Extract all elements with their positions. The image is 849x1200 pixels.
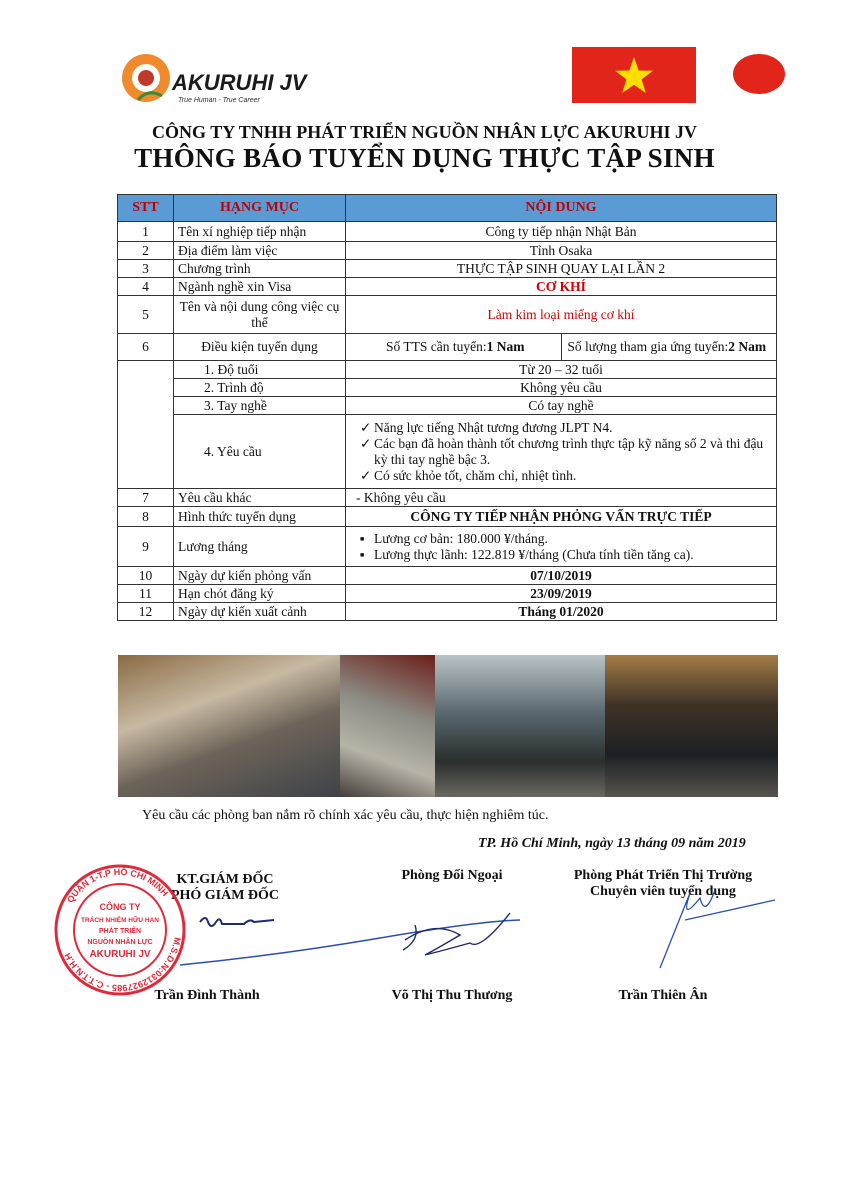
row-item: Lương tháng xyxy=(174,527,346,567)
table-subrow xyxy=(118,379,777,397)
row-content: - Không yêu cầu xyxy=(346,489,777,507)
header-item: HẠNG MỤC xyxy=(174,195,346,222)
salary-item: ■ Lương thực lãnh: 122.819 ¥/tháng (Chưa tính tiền tăng ca). xyxy=(360,547,772,563)
row-no: 10 xyxy=(118,567,174,585)
vietnam-flag-icon xyxy=(572,47,696,103)
table-subrow xyxy=(118,397,777,415)
row-item: Ngành nghề xin Visa xyxy=(174,278,346,296)
row-no: 9 xyxy=(118,527,174,567)
workshop-photo xyxy=(605,655,778,797)
svg-text:NGUỒN NHÂN LỰC: NGUỒN NHÂN LỰC xyxy=(87,939,153,946)
subrow-content: Từ 20 – 32 tuổi xyxy=(346,361,777,379)
company-seal xyxy=(52,862,188,998)
svg-text:QUẬN 1-T.P HỒ CHÍ MINH: QUẬN 1-T.P HỒ CHÍ MINH xyxy=(64,866,171,905)
row-no: 7 xyxy=(118,489,174,507)
requirements-cell xyxy=(346,415,777,489)
row-content: CÔNG TY TIẾP NHẬN PHỎNG VẤN TRỰC TIẾP xyxy=(346,507,777,527)
table-row xyxy=(118,527,777,567)
subrow-item: 4. Yêu cầu xyxy=(174,415,346,489)
signature-title: Chuyên viên tuyển dụng xyxy=(590,884,736,899)
subrow-item: 1. Độ tuổi xyxy=(174,361,346,379)
workshop-photo xyxy=(340,655,435,797)
handwritten-signatures xyxy=(140,880,820,990)
requirement-item: ✓ Năng lực tiếng Nhật tương đương JLPT N4. xyxy=(360,420,772,436)
salary-list xyxy=(350,529,772,565)
instruction-note: Yêu cầu các phòng ban nắm rõ chính xác yêu cầu, thực hiện nghiêm túc. xyxy=(142,808,549,823)
row-item: Hình thức tuyển dụng xyxy=(174,507,346,527)
row-content: Tỉnh Osaka xyxy=(346,242,777,260)
row-content: 07/10/2019 xyxy=(346,567,777,585)
row-item: Hạn chót đăng ký xyxy=(174,585,346,603)
empty-cell xyxy=(118,361,174,489)
requirements-list xyxy=(350,418,772,486)
signature-title: Phòng Phát Triển Thị Trường xyxy=(573,868,753,883)
requirement-item: ✓ Có sức khỏe tốt, chăm chỉ, nhiệt tình. xyxy=(360,468,772,484)
svg-text:PHÁT TRIỂN: PHÁT TRIỂN xyxy=(99,928,141,935)
document-date: TP. Hồ Chí Minh, ngày 13 tháng 09 năm 2019 xyxy=(478,836,746,851)
svg-text:M.S.D.N:0312927985 - C.T.T.N.H: M.S.D.N:0312927985 - C.T.T.N.H.H xyxy=(62,936,183,994)
svg-text:True Human - True Career: True Human - True Career xyxy=(178,97,260,104)
table-row xyxy=(118,489,777,507)
row-item: Địa điểm làm việc xyxy=(174,242,346,260)
row-no: 5 xyxy=(118,296,174,334)
row-content: CƠ KHÍ xyxy=(346,278,777,296)
signer-name: Võ Thị Thu Thương xyxy=(391,988,513,1003)
page-title: THÔNG BÁO TUYỂN DỤNG THỰC TẬP SINH xyxy=(134,143,715,173)
salary-item: ■ Lương cơ bản: 180.000 ¥/tháng. xyxy=(360,531,772,547)
row-content: THỰC TẬP SINH QUAY LẠI LẦN 2 xyxy=(346,260,777,278)
japan-flag-icon xyxy=(733,54,785,94)
table-row xyxy=(118,334,777,361)
row-content xyxy=(346,334,777,361)
requirement-item: ✓ Các bạn đã hoàn thành tốt chương trình thực tập kỹ năng số 2 và thi đậu kỳ thi tay nghề bậc 3. xyxy=(360,436,772,468)
table-subrow xyxy=(118,415,777,489)
row-no: 4 xyxy=(118,278,174,296)
signature-title: PHÓ GIÁM ĐỐC xyxy=(170,888,280,903)
company-name: CÔNG TY TNHH PHÁT TRIỂN NGUỒN NHÂN LỰC AKURUHI JV xyxy=(152,122,697,142)
subrow-item: 3. Tay nghề xyxy=(174,397,346,415)
subrow-content: Không yêu cầu xyxy=(346,379,777,397)
table-header-row xyxy=(118,195,777,222)
svg-text:TRÁCH NHIỆM HỮU HẠN: TRÁCH NHIỆM HỮU HẠN xyxy=(81,917,159,924)
table-row xyxy=(118,242,777,260)
signature-title: KT.GIÁM ĐỐC xyxy=(176,872,274,887)
table-row xyxy=(118,222,777,242)
recruitment-table xyxy=(117,194,777,621)
row-item: Chương trình xyxy=(174,260,346,278)
signature-title: Phòng Đối Ngoại xyxy=(401,868,503,883)
row-no: 1 xyxy=(118,222,174,242)
row-content: Công ty tiếp nhận Nhật Bản xyxy=(346,222,777,242)
workshop-photo xyxy=(435,655,605,797)
table-subrow xyxy=(118,361,777,379)
row-item: Điều kiện tuyển dụng xyxy=(174,334,346,361)
salary-cell xyxy=(346,527,777,567)
row-content: 23/09/2019 xyxy=(346,585,777,603)
table-row xyxy=(118,567,777,585)
table-row xyxy=(118,296,777,334)
svg-text:AKURUHI JV: AKURUHI JV xyxy=(172,70,307,95)
table-row xyxy=(118,260,777,278)
row-content: Làm kim loại miếng cơ khí xyxy=(346,296,777,334)
subrow-content: Có tay nghề xyxy=(346,397,777,415)
svg-text:AKURUHI JV: AKURUHI JV xyxy=(89,949,151,960)
signer-name: Trần Thiên Ân xyxy=(618,988,708,1003)
table-row xyxy=(118,507,777,527)
row-item: Tên xí nghiệp tiếp nhận xyxy=(174,222,346,242)
row-no: 6 xyxy=(118,334,174,361)
subrow-item: 2. Trình độ xyxy=(174,379,346,397)
row-no: 2 xyxy=(118,242,174,260)
row-content: Tháng 01/2020 xyxy=(346,603,777,621)
header-content: NỘI DUNG xyxy=(346,195,777,222)
tts-needed: Số TTS cần tuyển: 1 Nam xyxy=(386,339,525,354)
signer-name: Trần Đình Thành xyxy=(154,988,260,1003)
row-item: Ngày dự kiến phỏng vấn xyxy=(174,567,346,585)
row-item: Ngày dự kiến xuất cảnh xyxy=(174,603,346,621)
svg-text:CÔNG TY: CÔNG TY xyxy=(99,902,141,912)
row-item: Yêu cầu khác xyxy=(174,489,346,507)
workshop-photo-strip xyxy=(118,655,778,797)
table-row xyxy=(118,603,777,621)
row-item: Tên và nội dung công việc cụ thể xyxy=(174,296,346,334)
header-stt: STT xyxy=(118,195,174,222)
row-no: 12 xyxy=(118,603,174,621)
row-no: 8 xyxy=(118,507,174,527)
row-no: 11 xyxy=(118,585,174,603)
row-no: 3 xyxy=(118,260,174,278)
table-row xyxy=(118,585,777,603)
workshop-photo xyxy=(118,655,340,797)
applicants-count: Số lượng tham gia ứng tuyển: 2 Nam xyxy=(561,334,773,360)
company-logo xyxy=(118,50,318,110)
table-row xyxy=(118,278,777,296)
